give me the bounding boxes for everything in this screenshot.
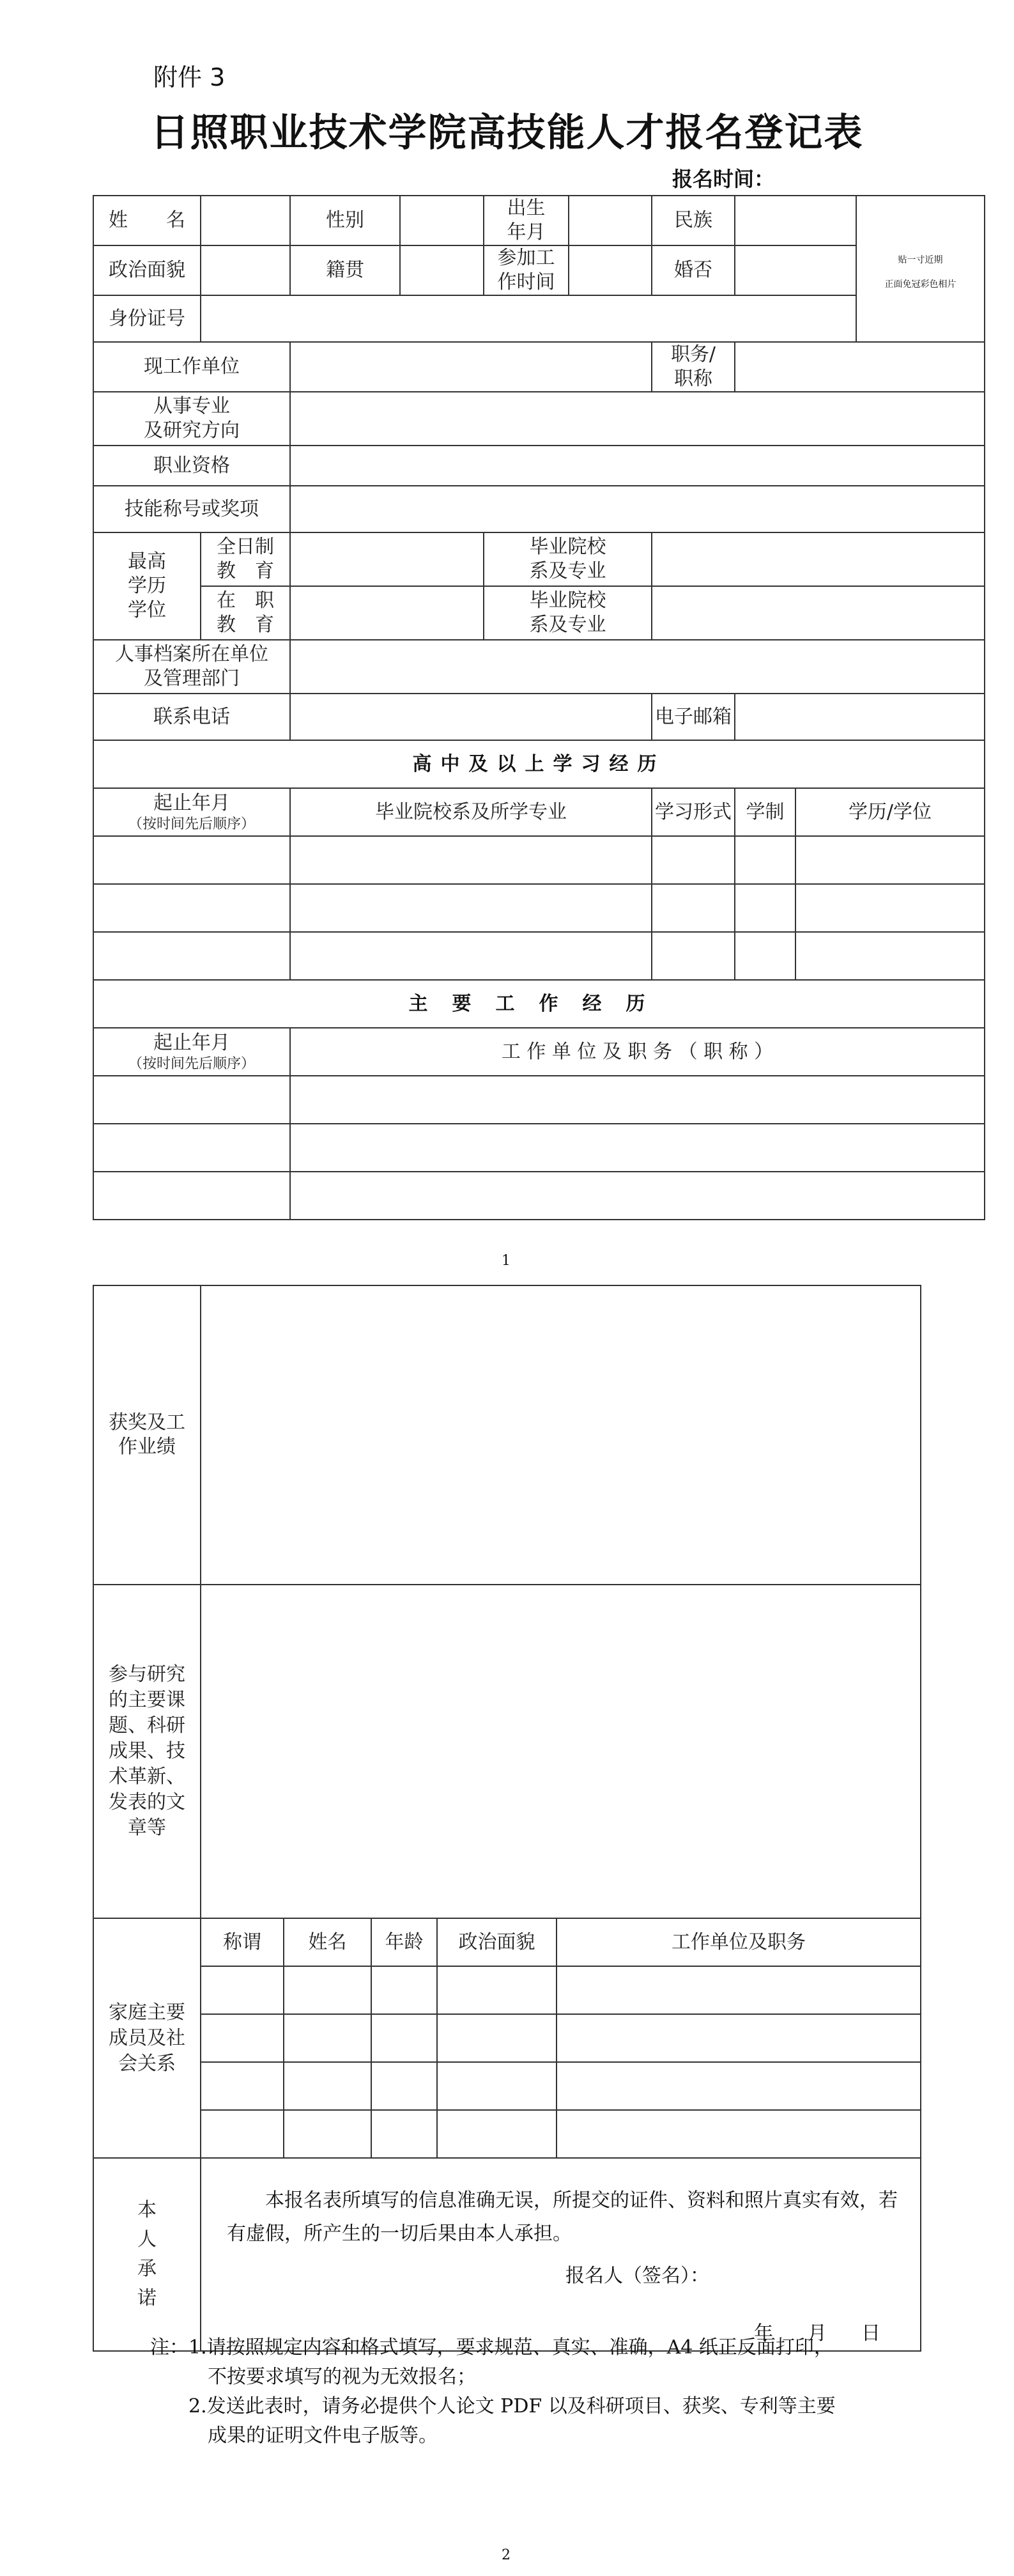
note-line: 成果的证明文件电子版等。 <box>150 2425 438 2447</box>
signature-label[interactable]: 报名人（签名）： <box>565 2265 709 2287</box>
work-period-cell[interactable] <box>93 1124 290 1172</box>
current-unit-field[interactable] <box>290 342 652 392</box>
major-label: 从事专业 及研究方向 <box>93 392 290 446</box>
table-row <box>93 2014 921 2062</box>
family-unit-cell[interactable] <box>557 2062 921 2110</box>
id-number-label: 身份证号 <box>93 295 201 342</box>
birth-field[interactable] <box>569 196 652 245</box>
current-unit-label: 现工作单位 <box>93 342 290 392</box>
political-label: 政治面貌 <box>93 245 201 295</box>
edu-form-cell[interactable] <box>652 884 735 932</box>
family-name-cell[interactable] <box>284 2014 371 2062</box>
post-field[interactable] <box>735 342 985 392</box>
native-label: 籍贯 <box>290 245 400 295</box>
name-label: 姓 名 <box>93 196 201 245</box>
archive-unit-field[interactable] <box>290 640 985 694</box>
ethnicity-label: 民族 <box>652 196 735 245</box>
email-field[interactable] <box>735 694 985 740</box>
work-period-cell[interactable] <box>93 1076 290 1124</box>
email-label: 电子邮箱 <box>652 694 735 740</box>
family-age-header: 年龄 <box>371 1918 437 1966</box>
table-row <box>93 932 985 980</box>
edu-form-cell[interactable] <box>652 932 735 980</box>
pledge-text: 本报名表所填写的信息准确无误，所提交的证件、资料和照片真实有效，若有虚假，所产生的一切后果由本人承担。 <box>227 2189 898 2245</box>
inservice-edu-label: 在 职 教 育 <box>201 586 290 640</box>
major-field[interactable] <box>290 392 985 446</box>
pledge-cell <box>201 2158 921 2351</box>
note-line: 注：1.请按照规定内容和格式填写，要求规范、真实、准确，A4 纸正反面打印， <box>150 2336 833 2359</box>
fulltime-school-label: 毕业院校 系及专业 <box>484 532 652 586</box>
edu-school-cell[interactable] <box>290 884 652 932</box>
gender-field[interactable] <box>400 196 484 245</box>
table-row <box>93 836 985 884</box>
table-row <box>93 884 985 932</box>
qualification-label: 职业资格 <box>93 446 290 486</box>
edu-length-cell[interactable] <box>735 836 795 884</box>
political-field[interactable] <box>201 245 290 295</box>
edu-period-cell[interactable] <box>93 884 290 932</box>
work-section-title: 主要工作经历 <box>93 980 985 1028</box>
inservice-school-label: 毕业院校 系及专业 <box>484 586 652 640</box>
family-relation-cell[interactable] <box>201 2014 284 2062</box>
family-political-header: 政治面貌 <box>437 1918 557 1966</box>
edu-length-header: 学制 <box>735 788 795 836</box>
family-name-cell[interactable] <box>284 2062 371 2110</box>
family-label: 家庭主要 成员及社 会关系 <box>93 1918 201 2158</box>
family-relation-cell[interactable] <box>201 2110 284 2158</box>
fulltime-edu-label: 全日制 教 育 <box>201 532 290 586</box>
inservice-edu-field[interactable] <box>290 586 484 640</box>
name-field[interactable] <box>201 196 290 245</box>
edu-length-cell[interactable] <box>735 884 795 932</box>
skill-award-field[interactable] <box>290 486 985 532</box>
edu-degree-cell[interactable] <box>795 932 985 980</box>
family-relation-cell[interactable] <box>201 1966 284 2014</box>
work-unit-cell[interactable] <box>290 1076 985 1124</box>
family-political-cell[interactable] <box>437 1966 557 2014</box>
registration-form-page1 <box>93 195 985 1220</box>
family-unit-cell[interactable] <box>557 2014 921 2062</box>
date-label[interactable]: 年 月 日 <box>754 2322 888 2345</box>
table-row <box>93 1124 985 1172</box>
table-row <box>93 2062 921 2110</box>
table-row <box>93 1076 985 1124</box>
id-number-field[interactable] <box>201 295 856 342</box>
family-unit-cell[interactable] <box>557 1966 921 2014</box>
phone-field[interactable] <box>290 694 652 740</box>
fulltime-edu-field[interactable] <box>290 532 484 586</box>
family-unit-header: 工作单位及职务 <box>557 1918 921 1966</box>
inservice-school-field[interactable] <box>652 586 985 640</box>
edu-degree-cell[interactable] <box>795 884 985 932</box>
family-age-cell[interactable] <box>371 2062 437 2110</box>
edu-school-cell[interactable] <box>290 932 652 980</box>
edu-degree-header: 学历/学位 <box>795 788 985 836</box>
family-age-cell[interactable] <box>371 1966 437 2014</box>
marital-field[interactable] <box>735 245 856 295</box>
family-name-cell[interactable] <box>284 1966 371 2014</box>
registration-time-label: 报名时间： <box>672 167 775 191</box>
family-name-cell[interactable] <box>284 2110 371 2158</box>
gender-label: 性别 <box>290 196 400 245</box>
photo-box[interactable]: 贴一寸近期 正面免冠彩色相片 <box>856 196 985 342</box>
table-row <box>93 2110 921 2158</box>
work-period-header: 起止年月 （按时间先后顺序） <box>93 1028 290 1076</box>
edu-school-header: 毕业院校系及所学专业 <box>290 788 652 836</box>
phone-label: 联系电话 <box>93 694 290 740</box>
page-number-2: 2 <box>502 2547 511 2563</box>
family-relation-header: 称谓 <box>201 1918 284 1966</box>
work-start-label: 参加工 作时间 <box>484 245 569 295</box>
birth-label: 出生 年月 <box>484 196 569 245</box>
edu-school-cell[interactable] <box>290 836 652 884</box>
page-title: 日照职业技术学院高技能人才报名登记表 <box>150 111 864 155</box>
work-unit-header: 工 作 单 位 及 职 务 （ 职 称 ） <box>290 1028 985 1076</box>
ethnicity-field[interactable] <box>735 196 856 245</box>
family-unit-cell[interactable] <box>557 2110 921 2158</box>
registration-form-page2 <box>93 1285 921 2352</box>
edu-period-cell[interactable] <box>93 836 290 884</box>
family-political-cell[interactable] <box>437 2014 557 2062</box>
qualification-field[interactable] <box>290 446 985 486</box>
edu-degree-cell[interactable] <box>795 836 985 884</box>
note-line: 2.发送此表时，请务必提供个人论文 PDF 以及科研项目、获奖、专利等主要 <box>150 2395 836 2417</box>
marital-label: 婚否 <box>652 245 735 295</box>
work-unit-cell[interactable] <box>290 1172 985 1220</box>
family-relation-cell[interactable] <box>201 2062 284 2110</box>
skill-award-label: 技能称号或奖项 <box>93 486 290 532</box>
archive-unit-label: 人事档案所在单位 及管理部门 <box>93 640 290 694</box>
family-political-cell[interactable] <box>437 2062 557 2110</box>
native-field[interactable] <box>400 245 484 295</box>
highest-degree-label: 最高 学历 学位 <box>93 532 201 640</box>
education-section-title: 高中及以上学习经历 <box>93 740 985 788</box>
work-period-cell[interactable] <box>93 1172 290 1220</box>
post-label: 职务/ 职称 <box>652 342 735 392</box>
family-political-cell[interactable] <box>437 2110 557 2158</box>
table-row <box>93 1966 921 2014</box>
attachment-label: 附件 3 <box>153 63 226 91</box>
work-start-field[interactable] <box>569 245 652 295</box>
research-field[interactable] <box>201 1585 921 1918</box>
family-age-cell[interactable] <box>371 2014 437 2062</box>
edu-form-cell[interactable] <box>652 836 735 884</box>
pledge-label: 本 人 承 诺 <box>93 2158 201 2351</box>
awards-label: 获奖及工 作业绩 <box>93 1285 201 1585</box>
note-line: 不按要求填写的视为无效报名； <box>150 2366 476 2388</box>
notes <box>150 2333 885 2451</box>
family-age-cell[interactable] <box>371 2110 437 2158</box>
family-name-header: 姓名 <box>284 1918 371 1966</box>
table-row <box>93 1172 985 1220</box>
edu-length-cell[interactable] <box>735 932 795 980</box>
edu-form-header: 学习形式 <box>652 788 735 836</box>
edu-period-header: 起止年月 （按时间先后顺序） <box>93 788 290 836</box>
awards-field[interactable] <box>201 1285 921 1585</box>
fulltime-school-field[interactable] <box>652 532 985 586</box>
page-number-1: 1 <box>502 1253 511 1269</box>
edu-period-cell[interactable] <box>93 932 290 980</box>
research-label: 参与研究 的主要课 题、科研 成果、技 术革新、 发表的文 章等 <box>93 1585 201 1918</box>
work-unit-cell[interactable] <box>290 1124 985 1172</box>
